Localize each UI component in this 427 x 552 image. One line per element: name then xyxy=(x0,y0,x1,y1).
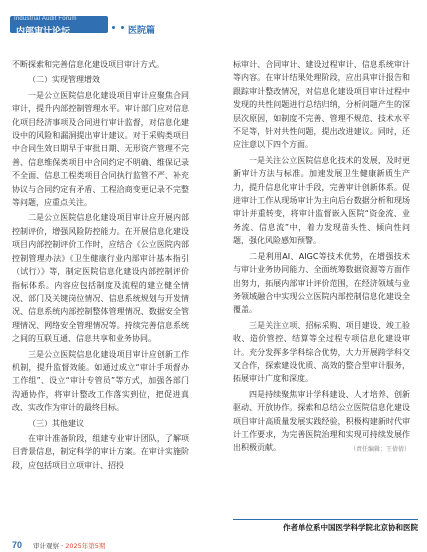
page-number: 70 xyxy=(12,540,23,550)
paragraph: 三是公立医院信息化建设项目审计应创新工作机制，提升监督效能。如通过成立“审计手项督办工作组”、设立“审计专管员”等方式，加强各部门沟通协作，将审计整改工作落实到位，把促进真改、实改作为审计的最终目标。 xyxy=(12,349,189,413)
page-footer xyxy=(0,540,427,552)
paragraph: 四是持续聚焦审计学科建设、人才培养、创新驱动、开放协作。探索和总结公立医院信息化建设项目审计高质量发展实践经验，积极构建新时代审计工作要求，为完善医院治理和实现可持续发展作出积极贡献。 xyxy=(233,389,410,453)
header-dots-icon xyxy=(112,23,124,32)
editor-credit: （责任编辑：王倩倩） xyxy=(349,445,410,453)
paragraph: 三是关注立项、招标采购、项目建设、竣工验收、造价管控、结算等全过程专项信息化建设审计。充分发挥多学科综合优势，大力开展跨学科交叉合作，探索建设优质、高效的整合型审计服务，拓展审计广度和深度。 xyxy=(233,320,410,384)
paragraph: 标审计、合同审计、建设过程审计、信息系统审计等内容。在审计结果处理阶段，应出具审计报告和跟踪审计整改情况，对信息化建设项目审计过程中发现的共性问题进行总结归纳，分析问题产生的深层次原因，如制度不完善、管理不规范、技术水平不足等，针对共性问题，提出改进建议。同时，还应注意以下四个方面。 xyxy=(233,60,410,150)
author-affiliation-text: 作者单位系中国医学科学院北京协和医院 xyxy=(283,523,418,532)
paragraph: 二是公立医院信息化建设项目审计应开展内部控制评价，增强风险防控能力。在开展信息化建设项目内部控制评价工作时，应结合《公立医院内部控制管理办法》《卫生健康行业内部审计基本指引（试行）》等，制定医院信息化建设内部控制评价指标体系。内容应包括制度及流程的建立健全情况、部门及关键岗位情况、信息系统规划与开发情况、信息系统内部控制整体管理情况、数据安全管理情况、网络安全管理情况等。持续完善信息系统之间的互联互通、信息共享和业务协同。 xyxy=(12,213,189,344)
paragraph: 一是公立医院信息化建设项目审计应聚焦合同审计，提升内部控制管理水平。审计部门应对信息化项目经济事项及合同进行审计监督，对信息化建设中的风险和漏洞提出审计建议。对于采购类项目中合同生效日期早于审批日期、无形资产管理不完善、信息维保类项目中合同约定不明确、维保记录不全面、信息工程类项目合同执行监管不严、补充协议与合同约定有矛盾、工程洽商变更记录不完整等问题，应重点关注。 xyxy=(12,90,189,208)
paragraph: 在审计准备阶段，组建专业审计团队，了解项目背景信息，制定科学的审计方案。在审计实施阶段，应包括项目立项审计、招投 xyxy=(12,433,189,470)
section-heading: （二）实现管理增效 xyxy=(28,75,100,85)
author-divider xyxy=(233,519,418,520)
header-english-title: Industrial Audit Forum xyxy=(14,16,77,22)
paragraph: 不断探索和完善信息化建设项目审计方式。 xyxy=(12,60,164,69)
paragraph: 一是关注公立医院信息化技术的发展，及时更新审计方法与标准。加速发展卫生健康新质生产力，提升信息化审计手段，完善审计创新体系。促进审计工作从现场审计为主向后台数据分析和现场审计并重转变，将审计监督嵌入医院“资金流、业务流、信息流”中，着力发现苗头性、倾向性问题，强化风险感知预警。 xyxy=(233,155,410,246)
header-section-title: 内部审计论坛 xyxy=(16,27,71,37)
author-affiliation xyxy=(233,522,418,533)
header-subsection: 医院篇 xyxy=(128,26,156,36)
page-header xyxy=(0,0,427,44)
journal-issue: 2025年第5期 xyxy=(65,542,106,550)
section-heading: （三）其他建议 xyxy=(28,418,84,428)
footer-separator: · xyxy=(61,542,64,550)
journal-info xyxy=(33,541,105,550)
right-column xyxy=(233,58,410,453)
left-column xyxy=(12,58,189,474)
paragraph: 二是利用AI、AIGC等技术优势，在增强技术与审计业务协同能力、全面统筹数据资源等方面作出努力，拓展内部审计评价范围，在经济领域与业务领域融合中实现公立医院内部控制信息化建设全覆盖。 xyxy=(233,251,410,315)
journal-name: 审计观察 xyxy=(33,542,59,550)
